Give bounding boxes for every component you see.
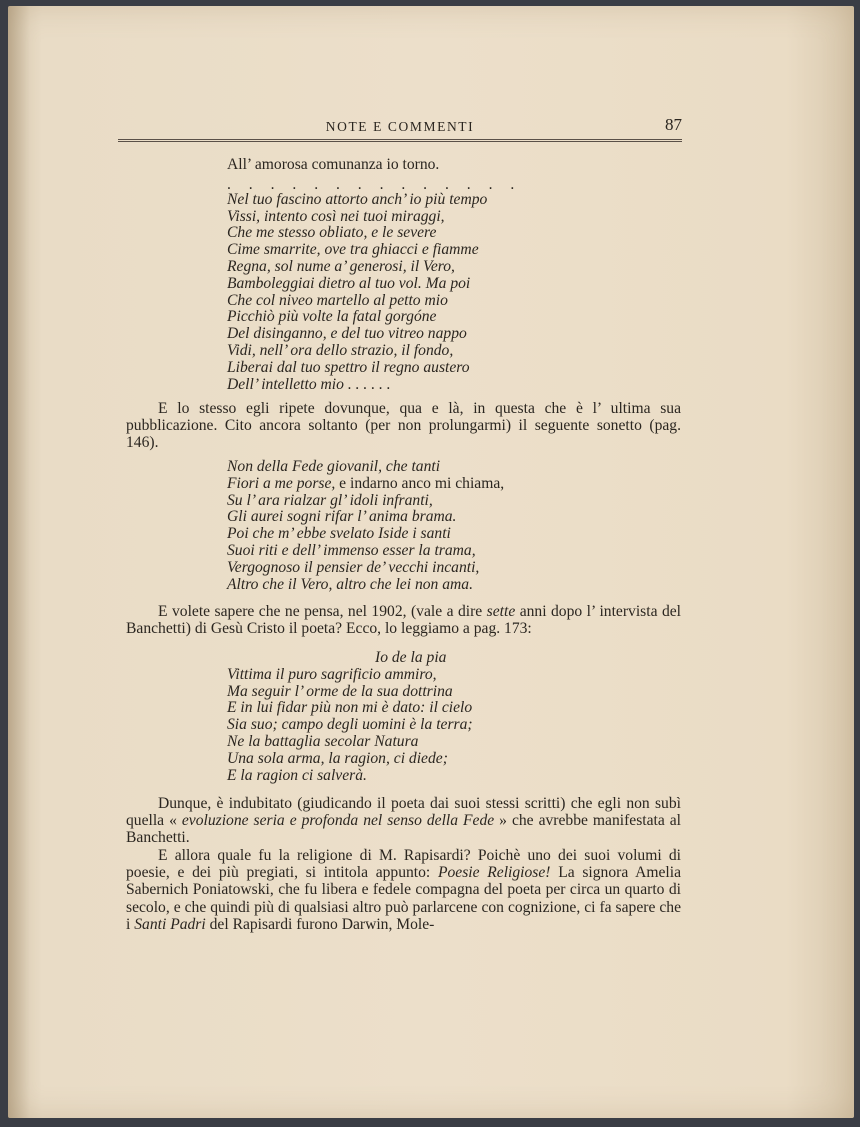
verse-line: E la ragion ci salverà. xyxy=(227,766,367,784)
verse-line: Ne la battaglia secolar Natura xyxy=(227,732,419,750)
paragraph-text-part: E volete sapere che ne pensa, nel 1902, (vale a dire xyxy=(158,603,487,620)
verse-line: Suoi riti e dell’ immenso esser la trama, xyxy=(227,541,476,559)
paragraph-2 xyxy=(126,603,681,637)
page-header xyxy=(118,113,682,143)
paragraph-text-part: La signora Amelia Sabernich Poniatowski, che fu libera e fedele compagna del poeta per circa un quarto di secolo, e che quindi più di qualsiasi altro può parlarcene con cognizione, ci fa sapere che i xyxy=(126,864,681,933)
paragraph-text-part: del Rapisardi furono Darwin, Mole- xyxy=(205,915,435,933)
verse-line: Vergognoso il pensier de’ vecchi incanti, xyxy=(227,558,480,576)
verse-line: Nel tuo fascino attorto anch’ io più tempo xyxy=(227,190,488,208)
verse-line: Poi che m’ ebbe svelato Iside i santi xyxy=(227,525,451,543)
poem-1-ellipsis: . . . . . . . . . . . . . . xyxy=(227,175,522,193)
paragraph-text: E lo stesso egli ripete dovunque, qua e là, in questa che è l’ ultima sua pubblicazione. Cito ancora soltanto (per non prolungarmi) il seguente sonetto (pag. 146). xyxy=(126,400,681,452)
paragraph-text-italic: Santi Padri xyxy=(134,915,206,933)
header-rule xyxy=(118,139,682,142)
verse-line: Che col niveo martello al petto mio xyxy=(227,291,448,309)
verse-line: Altro che il Vero, altro che lei non ama. xyxy=(227,575,473,593)
poem-1-intro: All’ amorosa comunanza io torno. xyxy=(227,156,440,173)
verse-line-italic: Fiori a me porse, xyxy=(227,474,336,492)
paragraph-4 xyxy=(126,847,681,933)
paragraph-text-italic: evoluzione seria e profonda nel senso della Fede xyxy=(181,812,495,830)
paragraph-text-italic: Poesie Religiose! xyxy=(437,864,551,882)
verse-line: E in lui fidar più non mi è dato: il cielo xyxy=(227,699,473,717)
verse-line: Una sola arma, la ragion, ci diede; xyxy=(227,749,448,767)
poem-3 xyxy=(227,650,473,784)
paragraph-3 xyxy=(126,795,681,847)
verse-line: Bamboleggiai dietro al tuo vol. Ma poi xyxy=(227,274,471,292)
verse-line: Vittima il puro sagrificio ammiro, xyxy=(227,665,437,683)
verse-line: Non della Fede giovanil, che tanti xyxy=(227,458,441,475)
verse-line: Su l’ ara rialzar gl’ idoli infranti, xyxy=(227,491,433,509)
paragraph-text-part: » che avrebbe manifestata al Banchetti. xyxy=(126,812,681,847)
paragraph-text xyxy=(126,795,681,847)
verse-line: Sia suo; campo degli uomini è la terra; xyxy=(227,716,473,734)
paragraph-text xyxy=(126,603,681,637)
paragraph-text-part: E allora quale fu la religione di M. Rapisardi? Poichè uno dei suoi volumi di poesie, e dei più pregiati, si intitola appunto: xyxy=(126,847,681,882)
verse-line: Ma seguir l’ orme de la sua dottrina xyxy=(227,682,453,700)
page-gutter-shadow xyxy=(8,6,30,1118)
paragraph-text xyxy=(126,847,681,933)
paragraph-1 xyxy=(126,400,681,452)
running-head: NOTE E COMMENTI xyxy=(325,119,475,134)
poem-1 xyxy=(227,157,521,393)
verse-line: Liberai dal tuo spettro il regno austero xyxy=(227,358,470,376)
verse-line: Del disinganno, e del tuo vitreo nappo xyxy=(227,325,467,343)
verse-line: Vissi, intento così nei tuoi miraggi, xyxy=(227,207,445,225)
verse-line: Regna, sol nume a’ generosi, il Vero, xyxy=(227,257,455,275)
paragraph-text-part: Dunque, è indubitato (giudicando il poeta dai suoi stessi scritti) che egli non subì quella « xyxy=(126,795,681,830)
page-number: 87 xyxy=(665,115,682,134)
verse-line: Vidi, nell’ ora dello strazio, il fondo, xyxy=(227,341,454,359)
poem-2 xyxy=(227,459,504,593)
verse-line: Cime smarrite, ove tra ghiacci e fiamme xyxy=(227,241,479,259)
verse-line xyxy=(227,476,504,493)
paragraph-text-italic: sette xyxy=(486,603,516,620)
verse-line: Dell’ intelletto mio . . . . . . xyxy=(227,375,391,393)
verse-line: Io de la pia xyxy=(375,649,447,666)
verse-line-roman: e indarno anco mi chiama, xyxy=(335,474,505,492)
verse-line: Gli aurei sogni rifar l’ anima brama. xyxy=(227,508,457,526)
verse-line: Picchiò più volte la fatal gorgóne xyxy=(227,308,437,326)
verse-line: Che me stesso obliato, e le severe xyxy=(227,224,437,242)
paragraph-text-part: anni dopo l’ intervista del Banchetti) di Gesù Cristo il poeta? Ecco, lo leggiamo a pag. 173: xyxy=(126,603,681,638)
